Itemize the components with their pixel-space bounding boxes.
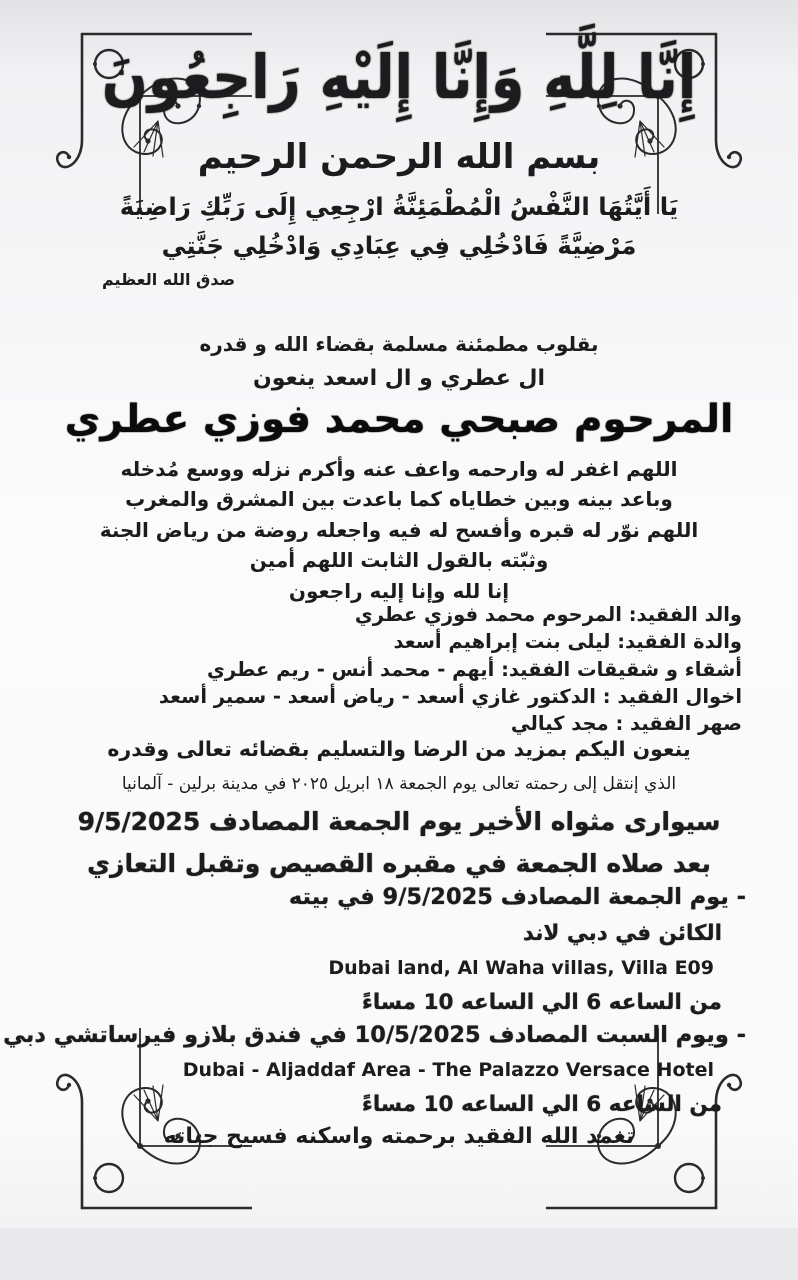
- event-location-english: Dubai land, Al Waha villas, Villa E09: [328, 957, 714, 979]
- family-line-siblings: أشقاء و شقيقات الفقيد: أيهم - محمد أنس - ريم عطري: [207, 657, 742, 681]
- event-time: من الساعه 6 الي الساعه 10 مساءً: [361, 990, 722, 1015]
- condolence-event-saturday: [0, 1022, 798, 1117]
- event-title: - ويوم السبت المصادف 10/5/2025 في فندق بلازو فيرساتشي دبي: [3, 1022, 746, 1048]
- prayer-line: إنا لله وإنا إليه راجعون: [288, 578, 510, 603]
- details-section: [0, 737, 798, 878]
- event-location-english: Dubai - Aljaddaf Area - The Palazzo Versace Hotel: [182, 1059, 714, 1081]
- event-location-arabic: الكائن في دبي لاند: [522, 921, 722, 946]
- inna-lillah-calligraphy: إِنَّا لِلَّهِ وَإِنَّا إِلَيْهِ رَاجِعُونَ: [101, 42, 697, 113]
- family-line-uncles: اخوال الفقيد : الدكتور غازي أسعد - رياض أسعد - سمير أسعد: [158, 684, 742, 708]
- announcement-section: [0, 332, 798, 442]
- deceased-name: المرحوم صبحي محمد فوزي عطري: [64, 397, 734, 442]
- family-line-father: والد الفقيد: المرحوم محمد فوزي عطري: [354, 603, 742, 626]
- prayer-line: اللهم نوّر له قبره وأفسح له فيه واجعله روضة من رياض الجنة: [99, 517, 699, 542]
- prayer-line: اللهم اغفر له وارحمه واعف عنه وأكرم نزله ووسع مُدخله: [120, 457, 678, 481]
- family-section: [0, 601, 798, 737]
- family-line-mother: والدة الفقيد: ليلى بنت إبراهيم أسعد: [393, 630, 742, 654]
- quran-verse-line-1: يَا أَيَّتُهَا النَّفْسُ الْمُطْمَئِنَّةُ ارْجِعِي إِلَى رَبِّكِ رَاضِيَةً: [119, 191, 679, 221]
- event-time: من الساعه 6 الي الساعه 10 مساءً: [361, 1092, 722, 1117]
- death-date-line: الذي إنتقل إلى رحمته تعالى يوم الجمعة ١٨ ابريل ٢٠٢٥ في مدينة برلين - آلمانيا: [121, 774, 677, 794]
- bismillah-line: بسم الله الرحمن الرحيم: [197, 136, 601, 177]
- prayer-line: وباعد بينه وبين خطاياه كما باعدت بين المشرق والمغرب: [125, 487, 673, 512]
- prayer-line: وثبّته بالقول الثابت اللهم أمين: [249, 548, 549, 573]
- photo-bottom-band: [0, 1228, 798, 1280]
- header-section: [0, 42, 798, 289]
- condolence-event-friday: [0, 884, 798, 1015]
- closing-section: [0, 1124, 798, 1149]
- burial-line-1: سيوارى مثواه الأخير يوم الجمعة المصادف 9/5/2025: [77, 807, 721, 836]
- prayer-section: [0, 454, 798, 606]
- verse-attribution: صدق الله العظيم: [102, 270, 236, 290]
- condolence-line: ينعون اليكم بمزيد من الرضا والتسليم بقضائه تعالى وقدره: [107, 737, 691, 761]
- closing-supplication: تغمد الله الفقيد برحمته واسكنه فسيح جناته: [163, 1124, 635, 1149]
- announcement-intro-line-1: بقلوب مطمئنة مسلمة بقضاء الله و قدره: [199, 332, 599, 356]
- family-line-brother-in-law: صهر الفقيد : مجد كيالي: [510, 712, 742, 736]
- announcement-intro-line-2: ال عطري و ال اسعد ينعون: [252, 366, 546, 391]
- quran-verse-line-2: مَرْضِيَّةً فَادْخُلِي فِي عِبَادِي وَادْخُلِي جَنَّتِي: [161, 230, 637, 260]
- event-title: - يوم الجمعة المصادف 9/5/2025 في بيته: [288, 884, 746, 910]
- burial-line-2: بعد صلاه الجمعة في مقبره القصيص وتقبل التعازي: [87, 849, 711, 878]
